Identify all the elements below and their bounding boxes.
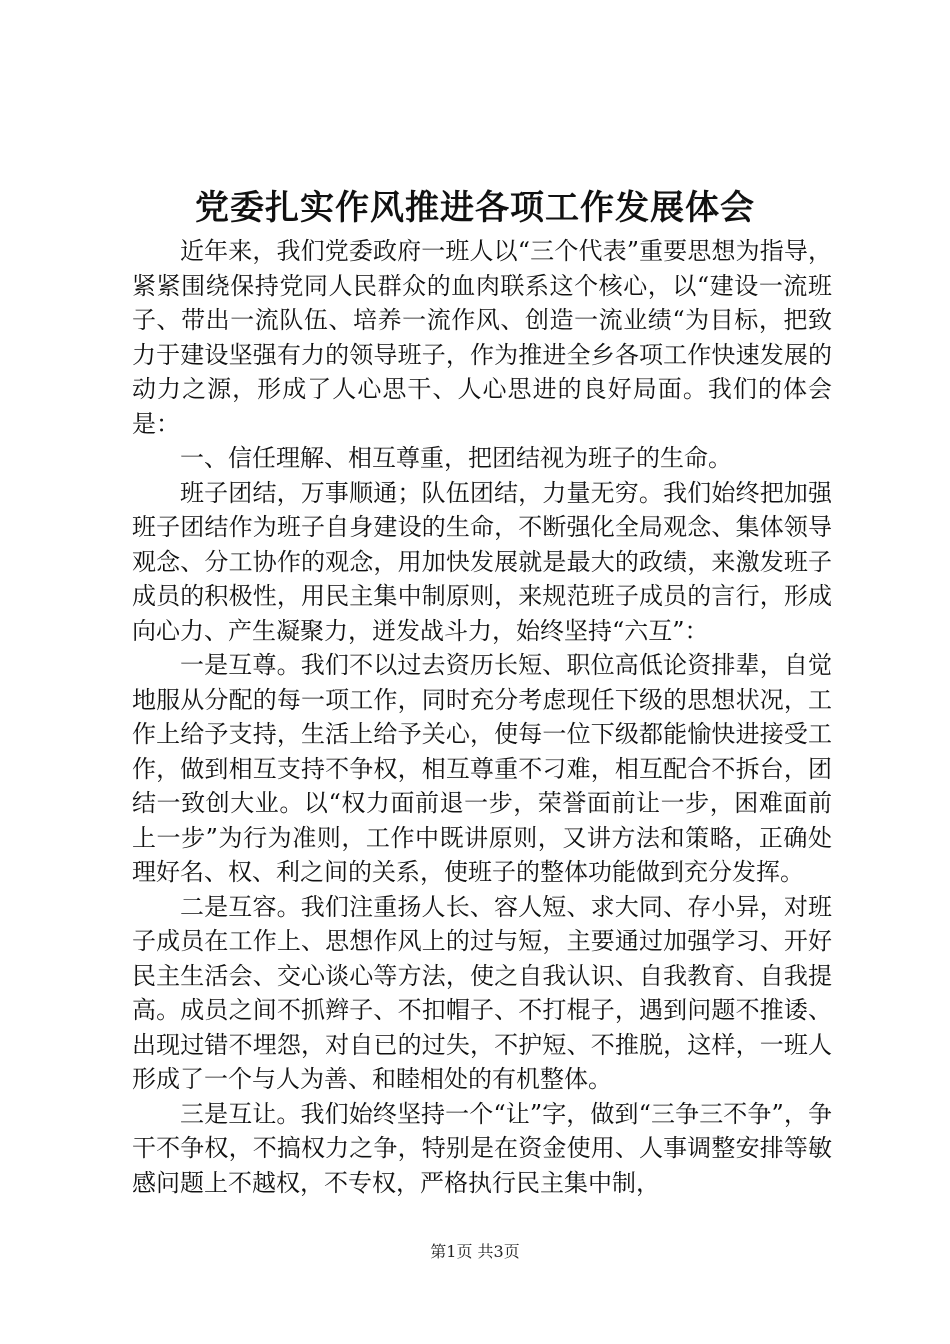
paragraph-mutual-tolerance: 二是互容。我们注重扬人长、容人短、求大同、存小异，对班子成员在工作上、思想作风上的过与短，主要通过加强学习、开好民主生活会、交心谈心等方法，使之自我认识、自我教育、自我提高。成员之间不抓辫子、不扣帽子、不打棍子，遇到问题不推诿、出现过错不埋怨，对自已的过失，不护短、不推脱，这样，一班人形成了一个与人为善、和睦相处的有机整体。 bbox=[132, 892, 832, 1093]
paragraph-unity: 班子团结，万事顺通；队伍团结，力量无穷。我们始终把加强班子团结作为班子自身建设的生命，不断强化全局观念、集体领导观念、分工协作的观念，用加快发展就是最大的政绩，来激发班子成员的积极性，用民主集中制原则，来规范班子成员的言行，形成向心力、产生凝聚力，迸发战斗力，始终坚持“六互”： bbox=[132, 478, 832, 645]
paragraph-mutual-yield: 三是互让。我们始终坚持一个“让”字，做到“三争三不争”，争干不争权，不搞权力之争，特别是在资金使用、人事调整安排等敏感问题上不越权，不专权，严格执行民主集中制， bbox=[132, 1099, 832, 1197]
paragraph-mutual-respect: 一是互尊。我们不以过去资历长短、职位高低论资排辈，自觉地服从分配的每一项工作，同时充分考虑现任下级的思想状况，工作上给予支持，生活上给予关心，使每一位下级都能愉快进接受工作，做到相互支持不争权，相互尊重不刁难，相互配合不拆台，团结一致创大业。以“权力面前退一步，荣誉面前让一步，困难面前上一步”为行为准则，工作中既讲原则，又讲方法和策略，正确处理好名、权、利之间的关系，使班子的整体功能做到充分发挥。 bbox=[132, 651, 832, 886]
section-heading-1: 一、信任理解、相互尊重，把团结视为班子的生命。 bbox=[180, 444, 732, 472]
page-number: 第1页 共3页 bbox=[430, 1242, 520, 1261]
document-title: 党委扎实作风推进各项工作发展体会 bbox=[195, 188, 755, 228]
paragraph-intro: 近年来，我们党委政府一班人以“三个代表”重要思想为指导，紧紧围绕保持党同人民群众的血肉联系这个核心，以“建设一流班子、带出一流队伍、培养一流作风、创造一流业绩“为目标，把致力于建设坚强有力的领导班子，作为推进全乡各项工作快速发展的动力之源，形成了人心思干、人心思进的良好局面。我们的体会是： bbox=[132, 237, 832, 438]
document-body bbox=[132, 234, 832, 1200]
